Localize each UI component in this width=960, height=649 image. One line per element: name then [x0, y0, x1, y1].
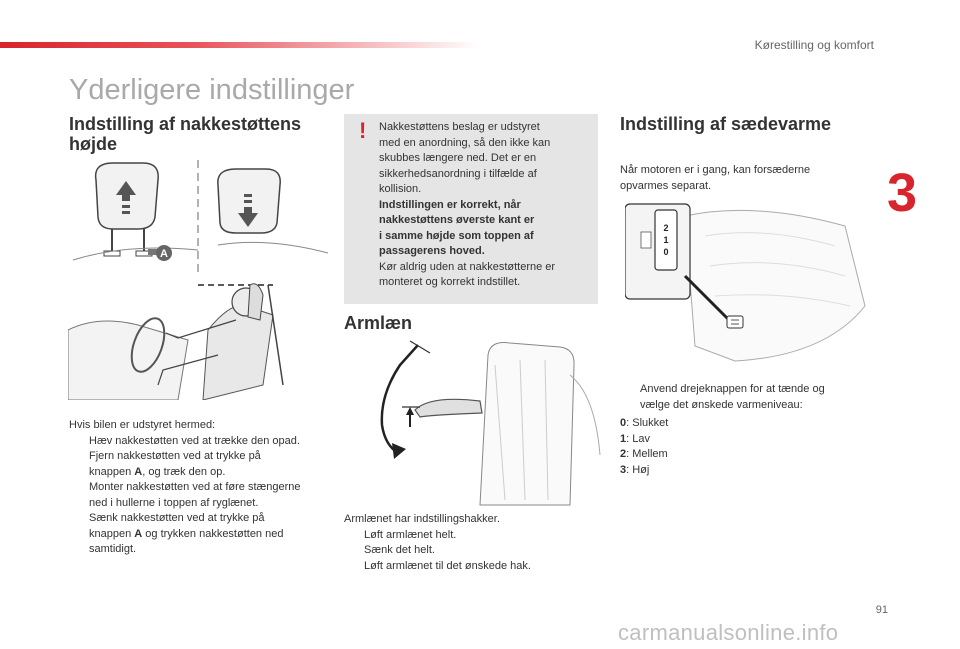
- step-text: Løft armlænet til det ønskede hak.: [364, 559, 531, 572]
- intro-line: Når motoren er i gang, kan forsæderne: [620, 164, 811, 176]
- step-text: Hæv nakkestøtten ved at trække den opad.: [89, 434, 300, 447]
- seat-heating-heading: Indstilling af sædevarme: [620, 114, 832, 134]
- headrest-step: [69, 480, 334, 511]
- armrest-illustration: [370, 335, 605, 510]
- armrest-step: [344, 543, 599, 559]
- seat-heating-illustration: [625, 196, 870, 371]
- step-text: samtidigt.: [89, 543, 137, 555]
- button-label: A: [134, 527, 143, 540]
- section-title: Kørestilling og komfort: [754, 38, 874, 52]
- headrest-steps: [69, 434, 334, 558]
- chapter-number: 3: [887, 163, 918, 223]
- step-text: knappen: [89, 527, 135, 540]
- warning-line: Nakkestøttens beslag er udstyret: [379, 121, 540, 133]
- armrest-instructions: [344, 512, 599, 574]
- warning-bold-line: passagerens hoved.: [379, 245, 485, 257]
- headrest-intro: Hvis bilen er udstyret hermed:: [69, 419, 216, 431]
- headrest-instructions: [69, 418, 334, 558]
- warning-line: Kør aldrig uden at nakkestøtterne er: [379, 260, 556, 273]
- header-accent-bar: [0, 42, 480, 48]
- warning-line: med en anordning, så den ikke kan: [379, 136, 551, 149]
- warning-bold-line: Indstillingen er korrekt, når: [379, 198, 521, 211]
- warning-box: [344, 114, 598, 304]
- heating-levels: [620, 416, 668, 478]
- headrest-heading: [69, 114, 301, 154]
- warning-line: kollision.: [379, 183, 422, 195]
- step-text: , og træk den op.: [142, 465, 226, 478]
- level-label: : Mellem: [626, 448, 668, 460]
- step-text: ned i hullerne i toppen af ryglænet.: [89, 496, 259, 509]
- armrest-step: [344, 528, 599, 544]
- seat-heating-intro: [620, 163, 860, 194]
- warning-bold-line: nakkestøttens øverste kant er: [379, 214, 535, 226]
- step-text: Monter nakkestøtten ved at føre stængerne: [89, 481, 301, 493]
- knob-label: 1: [663, 235, 669, 245]
- heating-level: [620, 432, 668, 448]
- headrest-heading-line1: Indstilling af nakkestøttens: [69, 114, 302, 134]
- step-text: knappen: [89, 465, 135, 478]
- figure-label-a: A: [160, 248, 168, 260]
- headrest-step: [69, 511, 334, 558]
- step-text: Anvend drejeknappen for at tænde og: [640, 383, 825, 395]
- level-key: 2: [620, 448, 627, 460]
- seat-heating-step: [620, 382, 870, 413]
- heating-level: [620, 416, 668, 432]
- step-text: Løft armlænet helt.: [364, 528, 457, 541]
- armrest-step: [344, 559, 599, 575]
- warning-icon: !: [359, 118, 367, 143]
- page-number: 91: [875, 604, 888, 616]
- step-text: Sænk det helt.: [364, 544, 435, 556]
- warning-line: skubbes længere ned. Det er en: [379, 152, 537, 164]
- button-label: A: [134, 465, 143, 478]
- warning-line: monteret og korrekt indstillet.: [379, 276, 521, 288]
- heating-level: [620, 463, 668, 479]
- level-key: 3: [620, 463, 627, 476]
- step-text: Sænk nakkestøtten ved at trykke på: [89, 512, 265, 524]
- step-text: Fjern nakkestøtten ved at trykke på: [89, 450, 261, 462]
- heating-level: [620, 447, 668, 463]
- armrest-intro: Armlænet har indstillingshakker.: [344, 513, 500, 525]
- step-text: og trykken nakkestøtten ned: [142, 527, 284, 540]
- level-label: : Slukket: [626, 417, 669, 429]
- armrest-heading: Armlæn: [344, 313, 413, 333]
- warning-bold-line: i samme højde som toppen af: [379, 229, 534, 242]
- headrest-illustration: [68, 155, 333, 400]
- level-label: : Høj: [626, 463, 650, 476]
- watermark: carmanualsonline.info: [618, 620, 839, 645]
- seat-heating-step-item: [620, 382, 870, 413]
- knob-label: 2: [663, 223, 669, 233]
- level-key: 0: [620, 417, 627, 429]
- knob-label: 0: [663, 247, 669, 257]
- level-key: 1: [620, 432, 627, 445]
- intro-line: opvarmes separat.: [620, 179, 712, 192]
- armrest-steps: [344, 528, 599, 575]
- page-title: Yderligere indstillinger: [69, 74, 355, 106]
- step-text: vælge det ønskede varmeniveau:: [640, 398, 803, 411]
- warning-line: sikkerhedsanordning i tilfælde af: [379, 167, 537, 180]
- headrest-step: [69, 434, 334, 450]
- level-label: : Lav: [626, 432, 650, 445]
- warning-text: [379, 120, 589, 291]
- headrest-heading-line2: højde: [69, 134, 117, 154]
- headrest-step: [69, 449, 334, 480]
